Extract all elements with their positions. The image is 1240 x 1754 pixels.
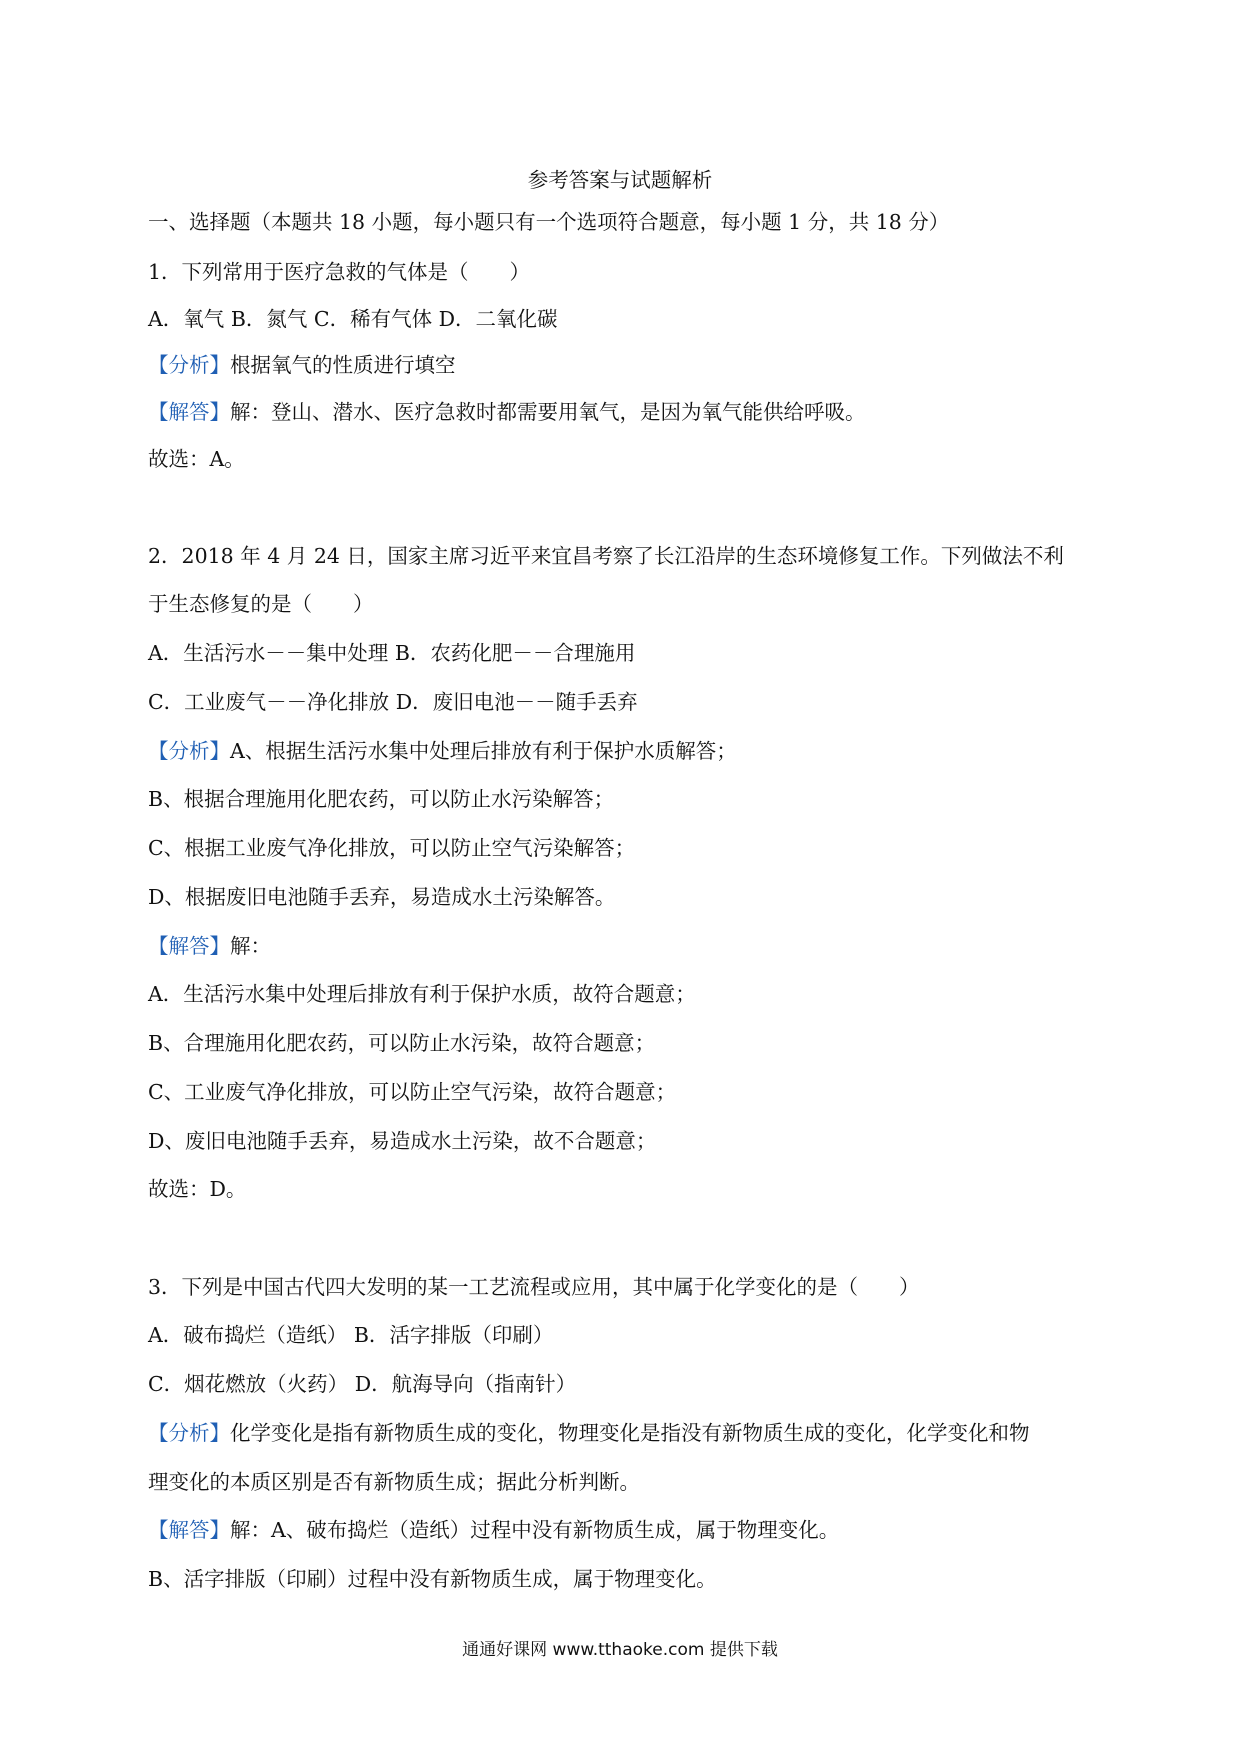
analysis-tag: 【分析】	[148, 353, 230, 377]
q2-analysis-d: D、根据废旧电池随手丢弃，易造成水土污染解答。	[148, 885, 616, 909]
q1-answer	[148, 402, 866, 423]
footer-download-note: 通通好课网 www.tthaoke.com 提供下载	[462, 1640, 778, 1660]
q1-analysis	[148, 355, 456, 376]
q2-answer-d: D、废旧电池随手丢弃，易造成水土污染，故不合题意；	[148, 1129, 657, 1153]
q2-analysis	[148, 741, 737, 762]
q1-options: A．氧气 B．氮气 C．稀有气体 D．二氧化碳	[148, 307, 558, 331]
q2-choice: 故选：D。	[148, 1177, 247, 1201]
q3-analysis-text-2: 理变化的本质区别是否有新物质生成；据此分析判断。	[148, 1470, 640, 1494]
page-title: 参考答案与试题解析	[527, 168, 713, 192]
answer-tag: 【解答】	[148, 400, 230, 424]
q3-answer-b: B、活字排版（印刷）过程中没有新物质生成，属于物理变化。	[148, 1567, 717, 1591]
q2-answer-head: 解：	[230, 934, 271, 958]
q2-analysis-b: B、根据合理施用化肥农药，可以防止水污染解答；	[148, 787, 615, 811]
q3-answer	[148, 1520, 839, 1541]
answer-tag: 【解答】	[148, 1518, 230, 1542]
q1-answer-text: 解：登山、潜水、医疗急救时都需要用氧气，是因为氧气能供给呼吸。	[230, 400, 866, 424]
q1-analysis-text: 根据氧气的性质进行填空	[230, 353, 456, 377]
analysis-tag: 【分析】	[148, 1421, 230, 1445]
q2-answer-c: C、工业废气净化排放，可以防止空气污染，故符合题意；	[148, 1080, 677, 1104]
q3-options-1: A．破布捣烂（造纸） B．活字排版（印刷）	[148, 1323, 554, 1347]
q1-stem: 1．下列常用于医疗急救的气体是（ ）	[148, 260, 531, 284]
q3-analysis	[148, 1423, 1030, 1444]
q2-options-1: A．生活污水－－集中处理 B．农药化肥－－合理施用	[148, 641, 636, 665]
q2-analysis-c: C、根据工业废气净化排放，可以防止空气污染解答；	[148, 836, 636, 860]
q2-options-2: C．工业废气－－净化排放 D．废旧电池－－随手丢弃	[148, 690, 638, 714]
q2-stem-line1: 2．2018 年 4 月 24 日，国家主席习近平来宜昌考察了长江沿岸的生态环境修复工作。下列做法不利	[148, 544, 1064, 568]
q2-answer	[148, 936, 271, 957]
q1-choice: 故选：A。	[148, 447, 245, 471]
q2-answer-a: A．生活污水集中处理后排放有利于保护水质，故符合题意；	[148, 982, 696, 1006]
q2-stem-line2: 于生态修复的是（ ）	[148, 592, 374, 616]
q3-stem: 3．下列是中国古代四大发明的某一工艺流程或应用，其中属于化学变化的是（ ）	[148, 1275, 920, 1299]
q3-analysis-text-1: 化学变化是指有新物质生成的变化，物理变化是指没有新物质生成的变化，化学变化和物	[230, 1421, 1030, 1445]
q2-analysis-a: A、根据生活污水集中处理后排放有利于保护水质解答；	[230, 739, 737, 763]
q3-options-2: C．烟花燃放（火药） D．航海导向（指南针）	[148, 1372, 577, 1396]
section-heading: 一、选择题（本题共 18 小题，每小题只有一个选项符合题意，每小题 1 分，共 18 分）	[148, 210, 950, 234]
answer-tag: 【解答】	[148, 934, 230, 958]
q3-answer-a: 解：A、破布捣烂（造纸）过程中没有新物质生成，属于物理变化。	[230, 1518, 840, 1542]
q2-answer-b: B、合理施用化肥农药，可以防止水污染，故符合题意；	[148, 1031, 656, 1055]
analysis-tag: 【分析】	[148, 739, 230, 763]
